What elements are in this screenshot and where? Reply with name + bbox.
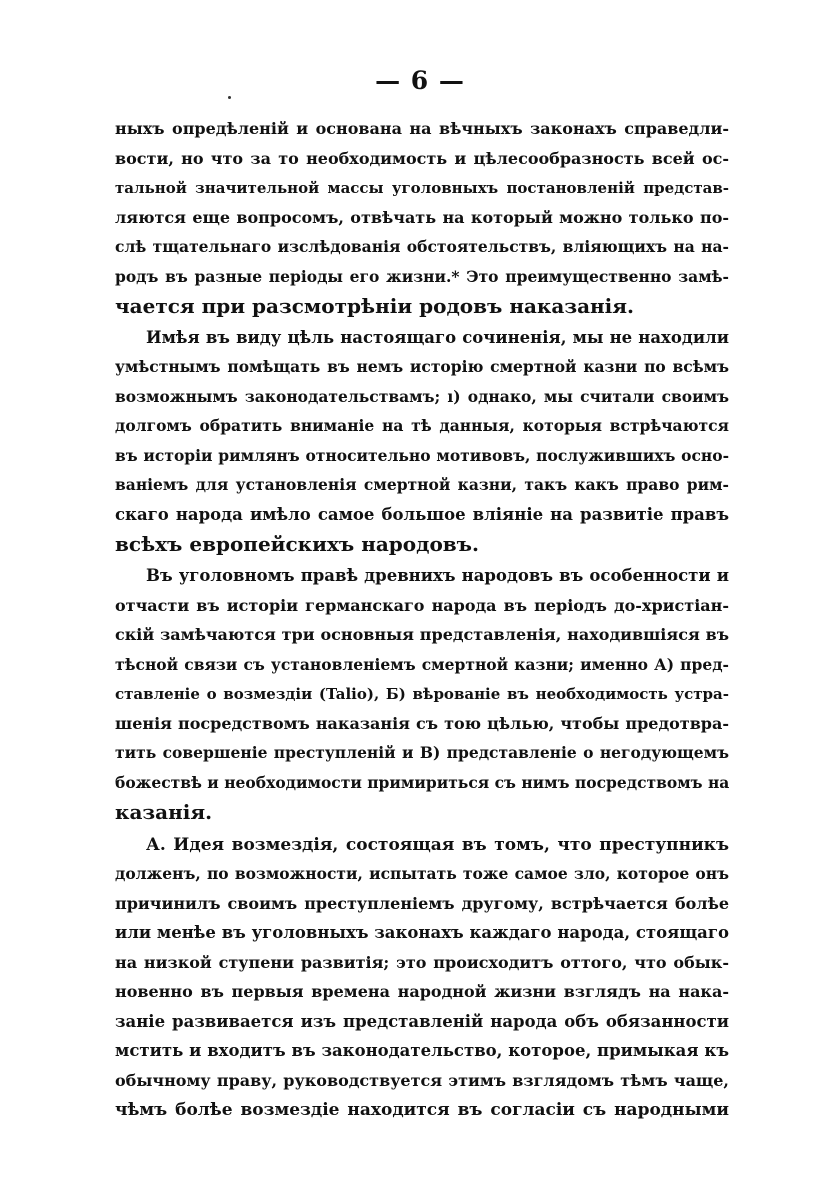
page-number: — 6 — <box>375 66 465 95</box>
text-line: въ исторіи римлянъ относительно мотивовъ, послужившихъ осно- <box>115 446 729 465</box>
text-line: А. Идея возмездія, состоящая въ томъ, что преступникъ <box>146 835 729 855</box>
text-line: причинилъ своимъ преступленіемъ другому, встрѣчается болѣе <box>115 894 729 913</box>
text-line: скій замѣчаются три основныя представленія, находившіяся въ <box>115 625 729 644</box>
text-line: чѣмъ болѣе возмездіе находится въ согласіи съ народными <box>115 1100 729 1120</box>
text-line: тить совершеніе преступленій и В) представленіе о негодующемъ <box>115 743 729 762</box>
text-line: умѣстнымъ помѣщать въ немъ исторію смертной казни по всѣмъ <box>115 357 729 376</box>
text-line: скаго народа имѣло самое большое вліяніе на развитіе правъ <box>115 505 729 524</box>
text-line: мстить и входитъ въ законодательство, которое, примыкая къ <box>115 1041 729 1060</box>
text-line: отчасти въ исторіи германскаго народа въ періодъ до-христіан- <box>115 596 729 615</box>
text-line: Въ уголовномъ правѣ древнихъ народовъ въ особенности и <box>146 566 729 585</box>
text-line: возможнымъ законодательствамъ; ı) однако, мы считали своимъ <box>115 387 729 406</box>
text-line: вости, но что за то необходимость и цѣлесообразность всей ос- <box>115 149 729 168</box>
text-line: божествѣ и необходимости примириться съ нимъ посредствомъ на <box>115 773 730 792</box>
text-line: тѣсной связи съ установленіемъ смертной казни; именно А) пред- <box>115 655 729 674</box>
text-line: заніе развивается изъ представленій народа объ обязанности <box>115 1012 729 1031</box>
ink-speck <box>228 96 231 99</box>
text-line: ставленіе о возмездіи (Talio), Б) вѣрованіе въ необходимость устра- <box>115 685 729 703</box>
text-line: родъ въ разные періоды его жизни.* Это преимущественно замѣ- <box>115 267 729 286</box>
text-line: ваніемъ для установленія смертной казни, такъ какъ право рим- <box>115 475 729 494</box>
text-line: ныхъ опредѣленій и основана на вѣчныхъ законахъ справедли- <box>115 119 729 138</box>
text-line: долженъ, по возможности, испытать тоже самое зло, которое онъ <box>115 864 729 883</box>
text-line: всѣхъ европейскихъ народовъ. <box>115 532 479 556</box>
text-line: чается при разсмотрѣніи родовъ наказанія. <box>115 294 635 318</box>
text-line: тальной значительной массы уголовныхъ постановленій представ- <box>115 179 729 197</box>
text-line: шенія посредствомъ наказанія съ тою цѣлью, чтобы предотвра- <box>115 714 729 733</box>
text-line: или менѣе въ уголовныхъ законахъ каждаго народа, стоящаго <box>115 923 729 942</box>
text-line: ляются еще вопросомъ, отвѣчать на который можно только по- <box>115 208 729 227</box>
text-line: долгомъ обратить вниманіе на тѣ данныя, которыя встрѣчаются <box>115 416 729 435</box>
text-line: Имѣя въ виду цѣль настоящаго сочиненія, мы не находили <box>146 328 729 347</box>
text-line: новенно въ первыя времена народной жизни взглядъ на нака- <box>115 982 729 1001</box>
text-line: казанія. <box>115 800 213 824</box>
text-line: на низкой ступени развитія; это происходитъ оттого, что обык- <box>115 953 729 972</box>
text-line: обычному праву, руководствуется этимъ взглядомъ тѣмъ чаще, <box>115 1071 729 1090</box>
text-line: слѣ тщательнаго изслѣдованія обстоятельствъ, вліяющихъ на на- <box>115 237 729 256</box>
